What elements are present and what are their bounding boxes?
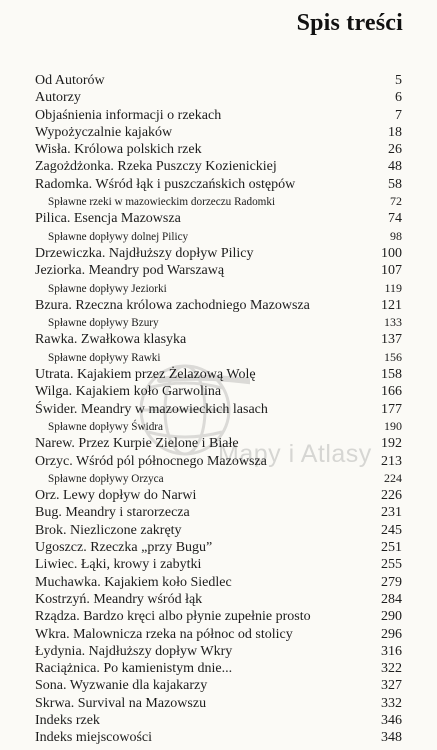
toc-subentry bbox=[35, 351, 402, 368]
toc-entry-label: Indeks rzek bbox=[35, 712, 100, 728]
toc-entry bbox=[35, 697, 402, 714]
toc-entry-label: Wypożyczalnie kajaków bbox=[35, 124, 173, 140]
toc-entry bbox=[35, 662, 402, 679]
toc-entry-label: Drzewiczka. Najdłuższy dopływ Pilicy bbox=[35, 245, 254, 261]
toc-entry-label: Rządza. Bardzo kręci albo płynie zupełnie prosto bbox=[35, 609, 311, 625]
toc-entry-label: Wisła. Królowa polskich rzek bbox=[35, 142, 202, 158]
toc-entry-page: 137 bbox=[381, 332, 402, 348]
toc-entry-label: Kostrzyń. Meandry wśród łąk bbox=[35, 591, 203, 607]
toc-entry-label: Jeziorka. Meandry pod Warszawą bbox=[35, 263, 225, 279]
toc-entry-label: Utrata. Kajakiem przez Żelazową Wolę bbox=[35, 367, 256, 383]
toc-entry-page: 316 bbox=[381, 643, 402, 659]
toc-entry bbox=[35, 160, 402, 177]
toc-entry bbox=[35, 212, 402, 229]
toc-entry bbox=[35, 541, 402, 558]
toc-entry bbox=[35, 558, 402, 575]
toc-entry-page: 231 bbox=[381, 505, 402, 521]
toc-entry bbox=[35, 645, 402, 662]
toc-entry-page: 255 bbox=[381, 557, 402, 573]
toc-entry bbox=[35, 91, 402, 108]
toc-entry-page: 158 bbox=[381, 367, 402, 383]
toc-entry bbox=[35, 576, 402, 593]
toc-entry bbox=[35, 385, 402, 402]
toc-entry-label: Indeks miejscowości bbox=[35, 730, 153, 746]
toc-subentry bbox=[35, 420, 402, 437]
toc-entry-label: Spławne dopływy dolnej Pilicy bbox=[48, 230, 189, 243]
toc-entry-label: Bzura. Rzeczna królowa zachodniego Mazowsza bbox=[35, 297, 310, 313]
page-title: Spis treści bbox=[296, 10, 403, 36]
toc-entry-page: 5 bbox=[395, 73, 402, 88]
table-of-contents bbox=[35, 74, 402, 749]
toc-entry-label: Spławne dopływy Rawki bbox=[48, 351, 161, 364]
toc-entry-page: 6 bbox=[395, 90, 402, 106]
toc-entry bbox=[35, 610, 402, 627]
toc-entry-page: 322 bbox=[381, 661, 402, 677]
toc-entry-page: 177 bbox=[381, 401, 402, 417]
toc-entry bbox=[35, 524, 402, 541]
toc-entry-label: Spławne dopływy Bzury bbox=[48, 317, 159, 330]
toc-entry-page: 121 bbox=[381, 297, 402, 313]
toc-subentry bbox=[35, 472, 402, 489]
toc-entry-page: 213 bbox=[381, 453, 402, 469]
toc-entry-page: 133 bbox=[384, 315, 402, 330]
toc-entry-label: Muchawka. Kajakiem koło Siedlec bbox=[35, 574, 232, 590]
toc-entry-label: Skrwa. Survival na Mazowszu bbox=[35, 695, 207, 711]
toc-entry bbox=[35, 506, 402, 523]
toc-entry bbox=[35, 368, 402, 385]
toc-entry-label: Ugoszcz. Rzeczka „przy Bugu” bbox=[35, 540, 213, 556]
toc-entry-page: 166 bbox=[381, 384, 402, 400]
toc-subentry bbox=[35, 195, 402, 212]
toc-entry-page: 74 bbox=[388, 211, 402, 227]
toc-entry-page: 348 bbox=[381, 730, 402, 746]
toc-entry-page: 156 bbox=[384, 349, 402, 364]
toc-entry bbox=[35, 593, 402, 610]
toc-entry bbox=[35, 437, 402, 454]
toc-entry-page: 332 bbox=[381, 695, 402, 711]
toc-entry-page: 245 bbox=[381, 522, 402, 538]
toc-entry-page: 98 bbox=[390, 228, 402, 243]
toc-entry-label: Narew. Przez Kurpie Zielone i Białe bbox=[35, 436, 239, 452]
toc-entry bbox=[35, 403, 402, 420]
toc-subentry bbox=[35, 282, 402, 299]
toc-entry-page: 7 bbox=[395, 107, 402, 123]
toc-entry-label: Orzyc. Wśród pól północnego Mazowsza bbox=[35, 453, 267, 469]
watermark-text: Mapy i Atlasy bbox=[218, 440, 372, 468]
toc-entry-page: 192 bbox=[381, 436, 402, 452]
toc-entry-page: 224 bbox=[384, 470, 402, 485]
toc-entry-label: Sona. Wyzwanie dla kajakarzy bbox=[35, 678, 208, 694]
toc-entry bbox=[35, 714, 402, 731]
toc-entry bbox=[35, 731, 402, 748]
toc-entry-page: 119 bbox=[384, 280, 402, 295]
toc-entry bbox=[35, 489, 402, 506]
toc-entry bbox=[35, 679, 402, 696]
toc-subentry bbox=[35, 316, 402, 333]
toc-entry-page: 26 bbox=[388, 142, 402, 158]
toc-entry-label: Spławne dopływy Jeziorki bbox=[48, 282, 167, 295]
toc-entry-label: Autorzy bbox=[35, 90, 81, 106]
toc-entry bbox=[35, 264, 402, 281]
toc-entry-page: 346 bbox=[381, 712, 402, 728]
toc-entry-label: Spławne dopływy Orzyca bbox=[48, 472, 164, 485]
toc-subentry bbox=[35, 230, 402, 247]
toc-entry-page: 279 bbox=[381, 574, 402, 590]
toc-entry bbox=[35, 178, 402, 195]
toc-entry bbox=[35, 247, 402, 264]
toc-entry-label: Wilga. Kajakiem koło Garwolina bbox=[35, 384, 222, 400]
toc-entry-label: Od Autorów bbox=[35, 73, 105, 88]
toc-entry-label: Spławne dopływy Świdra bbox=[48, 420, 163, 433]
toc-entry bbox=[35, 299, 402, 316]
toc-entry-page: 284 bbox=[381, 591, 402, 607]
toc-entry-label: Wkra. Malownicza rzeka na północ od stolicy bbox=[35, 626, 293, 642]
toc-entry-page: 107 bbox=[381, 263, 402, 279]
toc-entry-page: 18 bbox=[388, 124, 402, 140]
toc-entry-page: 296 bbox=[381, 626, 402, 642]
toc-entry-label: Brok. Niezliczone zakręty bbox=[35, 522, 182, 538]
toc-entry-page: 72 bbox=[390, 194, 402, 209]
toc-entry-page: 100 bbox=[381, 245, 402, 261]
toc-entry-label: Objaśnienia informacji o rzekach bbox=[35, 107, 222, 123]
toc-entry-page: 327 bbox=[381, 678, 402, 694]
toc-entry-page: 58 bbox=[388, 176, 402, 192]
toc-entry bbox=[35, 628, 402, 645]
toc-entry-label: Radomka. Wśród łąk i puszczańskich ostępów bbox=[35, 176, 296, 192]
toc-entry-page: 226 bbox=[381, 488, 402, 504]
toc-entry-label: Pilica. Esencja Mazowsza bbox=[35, 211, 181, 227]
toc-entry bbox=[35, 143, 402, 160]
toc-entry bbox=[35, 333, 402, 350]
toc-entry-label: Łydynia. Najdłuższy dopływ Wkry bbox=[35, 643, 233, 659]
toc-entry-label: Spławne rzeki w mazowieckim dorzeczu Radomki bbox=[48, 196, 276, 209]
toc-entry-label: Zagożdżonka. Rzeka Puszczy Kozienickiej bbox=[35, 159, 277, 175]
toc-entry bbox=[35, 126, 402, 143]
toc-entry-label: Rawka. Zwałkowa klasyka bbox=[35, 332, 187, 348]
toc-entry bbox=[35, 109, 402, 126]
toc-entry-label: Orz. Lewy dopływ do Narwi bbox=[35, 488, 197, 504]
toc-entry-label: Raciążnica. Po kamienistym dnie... bbox=[35, 661, 233, 677]
toc-entry-page: 190 bbox=[384, 418, 402, 433]
toc-entry-label: Bug. Meandry i starorzecza bbox=[35, 505, 190, 521]
toc-entry-label: Liwiec. Łąki, krowy i zabytki bbox=[35, 557, 202, 573]
toc-entry-page: 290 bbox=[381, 609, 402, 625]
toc-entry-page: 48 bbox=[388, 159, 402, 175]
toc-entry-page: 251 bbox=[381, 540, 402, 556]
toc-entry bbox=[35, 74, 402, 91]
toc-entry-label: Świder. Meandry w mazowieckich lasach bbox=[35, 401, 268, 417]
toc-entry bbox=[35, 455, 402, 472]
